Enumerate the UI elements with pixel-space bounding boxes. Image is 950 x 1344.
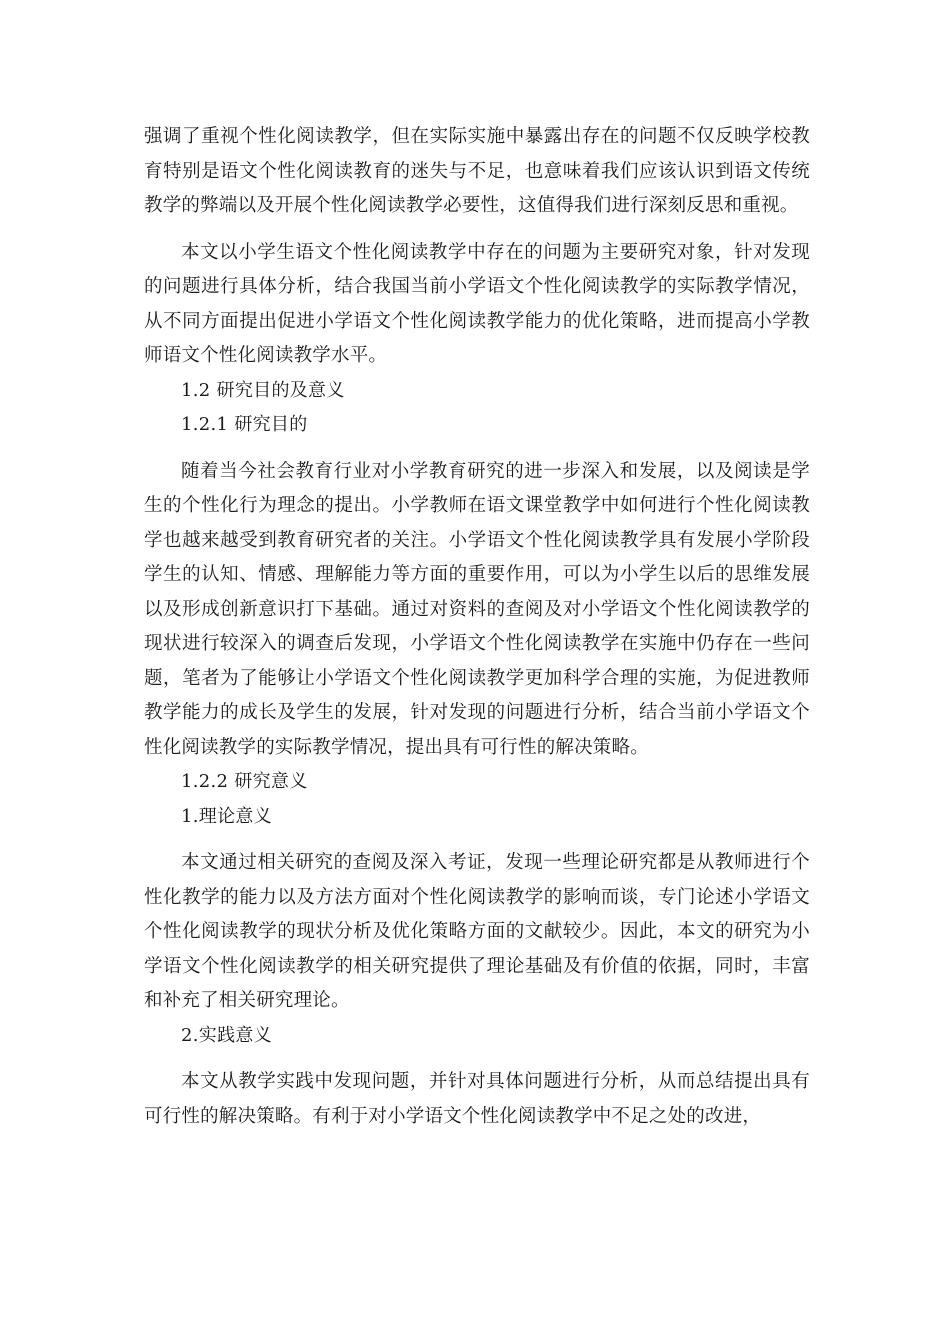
subheading-practical-significance: 2.实践意义 (181, 1024, 272, 1046)
paragraph-theoretical-significance: 本文通过相关研究的查阅及深入考证，发现一些理论研究都是从教师进行个性化教学的能力以及方法方面对个性化阅读教学的影响而谈，专门论述小学语文个性化阅读教学的现状分析及优化策略方面的文献较少。因此，本文的研究为小学语文个性化阅读教学的相关研究提供了理论基础及有价值的依据，同时，丰富和补充了相关研究理论。 (144, 852, 810, 1011)
paragraph-research-object: 本文以小学生语文个性化阅读教学中存在的问题为主要研究对象，针对发现的问题进行具体分析，结合我国当前小学语文个性化阅读教学的实际教学情况，从不同方面提出促进小学语文个性化阅读教学能力的优化策略，进而提高小学教师语文个性化阅读教学水平。 (144, 241, 810, 366)
paragraph-research-purpose: 随着当今社会教育行业对小学教育研究的进一步深入和发展，以及阅读是学生的个性化行为理念的提出。小学教师在语文课堂教学中如何进行个性化阅读教学也越来越受到教育研究者的关注。小学语文个性化阅读教学具有发展小学阶段学生的认知、情感、理解能力等方面的重要作用，可以为小学生以后的思维发展以及形成创新意识打下基础。通过对资料的查阅及对小学语文个性化阅读教学的现状进行较深入的调查后发现，小学语文个性化阅读教学在实施中仍存在一些问题，笔者为了能够让小学语文个性化阅读教学更加科学合理的实施，为促进教师教学能力的成长及学生的发展，针对发现的问题进行分析，结合当前小学语文个性化阅读教学的实际教学情况，提出具有可行性的解决策略。 (144, 460, 810, 758)
section-heading-1-2-2: 1.2.2 研究意义 (181, 771, 308, 792)
section-heading-1-2-1: 1.2.1 研究目的 (181, 414, 308, 435)
paragraph-practical-significance: 本文从教学实践中发现问题，并针对具体问题进行分析，从而总结提出具有可行性的解决策略。有利于对小学语文个性化阅读教学中不足之处的改进， (144, 1071, 810, 1127)
subheading-theoretical-significance: 1.理论意义 (181, 805, 272, 827)
paragraph-continuation: 强调了重视个性化阅读教学，但在实际实施中暴露出存在的问题不仅反映学校教育特别是语文个性化阅读教育的迷失与不足，也意味着我们应该认识到语文传统教学的弊端以及开展个性化阅读教学必要性，这值得我们进行深刻反思和重视。 (144, 126, 810, 216)
section-heading-1-2: 1.2 研究目的及意义 (181, 379, 345, 401)
